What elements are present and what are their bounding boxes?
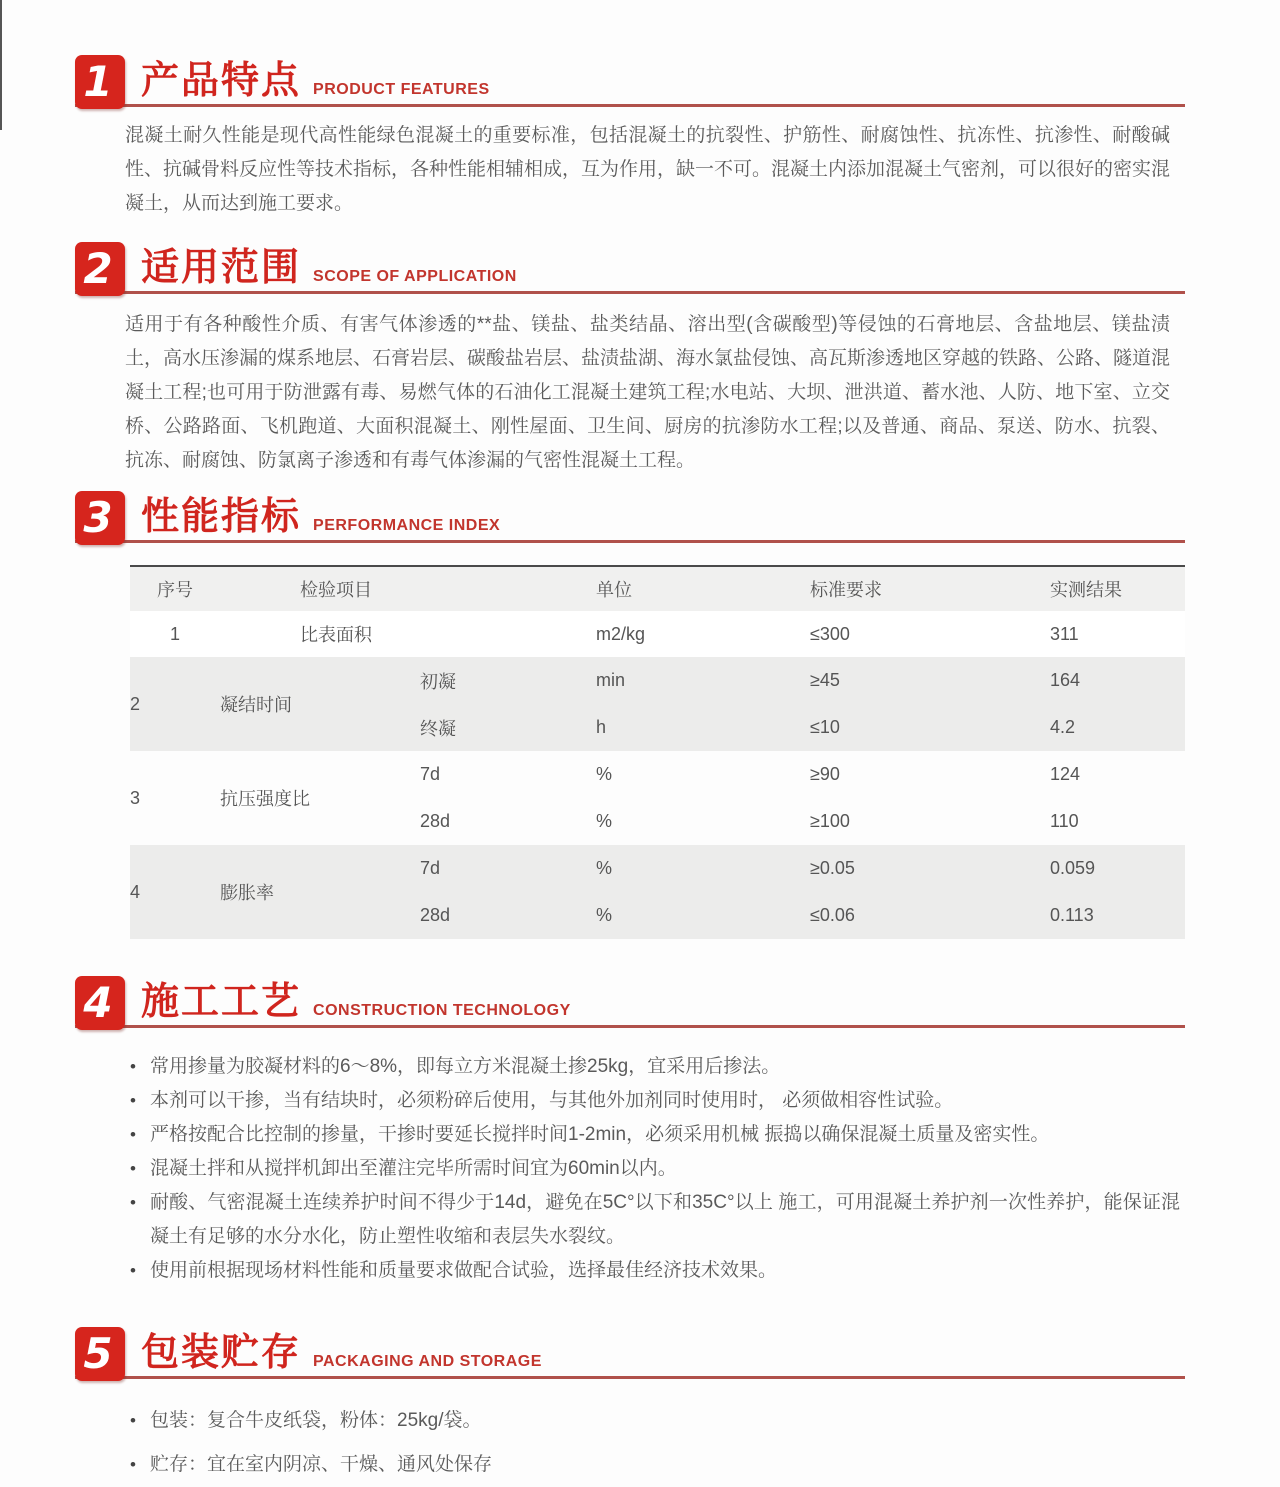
cell-sub: 终凝 bbox=[420, 718, 456, 739]
col-header-item: 检验项目 bbox=[300, 580, 372, 600]
bullet-icon: • bbox=[130, 1159, 136, 1178]
bullet-icon: • bbox=[130, 1261, 136, 1280]
section-4-title: 施工工艺 bbox=[141, 981, 302, 1023]
col-header-standard: 标准要求 bbox=[810, 580, 882, 600]
list-item-text: 贮存：宜在室内阴凉、干燥、通风处保存 bbox=[150, 1454, 493, 1475]
cell-result: 311 bbox=[1050, 623, 1079, 644]
bullet-icon: • bbox=[130, 1057, 136, 1076]
table-row bbox=[130, 657, 1185, 751]
packaging-storage-list bbox=[128, 1399, 1180, 1487]
cell-item: 抗压强度比 bbox=[220, 789, 310, 809]
list-item bbox=[128, 1050, 1180, 1084]
section-2-title: 适用范围 bbox=[141, 247, 302, 289]
table-row bbox=[130, 611, 1185, 657]
list-item-text: 本剂可以干掺，当有结块时，必须粉碎后使用，与其他外加剂同时使用时， 必须做相容性试验。 bbox=[150, 1090, 954, 1111]
section-2-subtitle: SCOPE OF APPLICATION bbox=[313, 268, 517, 285]
scan-artifact-left-edge bbox=[0, 0, 2, 130]
cell-result: 4.2 bbox=[1050, 717, 1076, 737]
list-item-text: 包装：复合牛皮纸袋，粉体：25kg/袋。 bbox=[150, 1410, 482, 1431]
cell-item: 膨胀率 bbox=[220, 883, 274, 903]
list-item bbox=[128, 1186, 1180, 1254]
cell-standard: ≤0.06 bbox=[810, 905, 855, 925]
cell-result: 0.059 bbox=[1050, 858, 1096, 878]
cell-no: 1 bbox=[169, 623, 180, 644]
section-5-number-badge bbox=[75, 1327, 125, 1381]
section-5-subtitle: PACKAGING AND STORAGE bbox=[313, 1353, 542, 1370]
section-number: 5 bbox=[83, 1329, 113, 1378]
col-header-result: 实测结果 bbox=[1050, 580, 1122, 600]
list-item-text: 严格按配合比控制的掺量，干掺时要延长搅拌时间1-2min，必须采用机械 振捣以确保混凝土质量及密实性。 bbox=[150, 1124, 1050, 1145]
cell-sub: 28d bbox=[420, 905, 451, 925]
bullet-icon: • bbox=[130, 1455, 136, 1474]
table-header-row bbox=[130, 567, 1185, 611]
scope-of-application-paragraph: 适用于有各种酸性介质、有害气体渗透的**盐、镁盐、盐类结晶、溶出型(含碳酸型)等侵蚀的石膏地层、含盐地层、镁盐渍土，高水压渗漏的煤系地层、石膏岩层、碳酸盐岩层、盐渍盐湖、海水氯盐侵蚀、高瓦斯渗透地区穿越的铁路、公路、隧道混凝土工程;也可用于防泄露有毒、易燃气体的石油化工混凝土建筑工程;水电站、大坝、泄洪道、蓄水池、人防、地下室、立交桥、公路路面、飞机跑道、大面积混凝土、刚性屋面、卫生间、厨房的抗渗防水工程;以及普通、商品、泵送、防水、抗裂、抗冻、耐腐蚀、防氯离子渗透和有毒气体渗漏的气密性混凝土工程。 bbox=[125, 314, 1171, 471]
cell-item: 凝结时间 bbox=[220, 695, 292, 715]
list-item bbox=[128, 1254, 1180, 1288]
section-number: 1 bbox=[83, 57, 113, 106]
cell-result: 110 bbox=[1050, 811, 1079, 831]
section-2-header bbox=[75, 239, 1185, 294]
section-1-title: 产品特点 bbox=[141, 60, 302, 102]
cell-standard: ≤300 bbox=[810, 623, 850, 644]
section-5-title: 包装贮存 bbox=[141, 1332, 302, 1374]
section-1-subtitle: PRODUCT FEATURES bbox=[313, 81, 490, 98]
cell-sub: 初凝 bbox=[420, 671, 456, 692]
cell-unit: % bbox=[596, 905, 613, 925]
section-3-number-badge bbox=[75, 491, 125, 545]
list-item bbox=[128, 1152, 1180, 1186]
cell-standard: ≥100 bbox=[810, 811, 850, 831]
construction-technology-list bbox=[128, 1050, 1180, 1288]
table-row bbox=[130, 845, 1185, 939]
section-4-subtitle: CONSTRUCTION TECHNOLOGY bbox=[313, 1002, 571, 1019]
bullet-icon: • bbox=[130, 1125, 136, 1144]
bullet-icon: • bbox=[130, 1091, 136, 1110]
cell-standard: ≥45 bbox=[810, 670, 840, 690]
table-row bbox=[130, 751, 1185, 845]
cell-unit: % bbox=[596, 811, 613, 831]
cell-sub: 7d bbox=[420, 764, 441, 784]
list-item-text: 常用掺量为胶凝材料的6～8%，即每立方米混凝土掺25kg，宜采用后掺法。 bbox=[150, 1056, 781, 1077]
section-5-header bbox=[75, 1324, 1185, 1379]
cell-standard: ≥0.05 bbox=[810, 858, 855, 878]
section-number: 4 bbox=[83, 978, 113, 1027]
bullet-icon: • bbox=[130, 1193, 136, 1212]
list-item-text: 耐酸、气密混凝土连续养护时间不得少于14d，避免在5C°以下和35C°以上 施工，可用混凝土养护剂一次性养护，能保证混凝土有足够的水分水化，防止塑性收缩和表层失水裂纹。 bbox=[150, 1192, 1180, 1247]
cell-standard: ≤10 bbox=[810, 717, 840, 737]
cell-unit: m2/kg bbox=[596, 623, 646, 644]
section-3-title: 性能指标 bbox=[141, 496, 302, 538]
list-item bbox=[128, 1443, 1180, 1487]
section-number: 2 bbox=[83, 244, 113, 293]
section-1-number-badge bbox=[75, 55, 125, 109]
section-number: 3 bbox=[83, 493, 113, 542]
product-features-paragraph: 混凝土耐久性能是现代高性能绿色混凝土的重要标准，包括混凝土的抗裂性、护筋性、耐腐蚀性、抗冻性、抗渗性、耐酸碱性、抗碱骨料反应性等技术指标，各种性能相辅相成，互为作用，缺一不可。混凝土内添加混凝土气密剂，可以很好的密实混凝土，从而达到施工要求。 bbox=[125, 125, 1171, 214]
list-item bbox=[128, 1084, 1180, 1118]
list-item bbox=[128, 1118, 1180, 1152]
section-2-number-badge bbox=[75, 242, 125, 296]
section-1-header bbox=[75, 52, 1185, 107]
section-3-subtitle: PERFORMANCE INDEX bbox=[313, 517, 501, 534]
cell-unit: % bbox=[596, 764, 613, 784]
cell-no: 2 bbox=[130, 693, 141, 714]
col-header-no: 序号 bbox=[157, 580, 193, 600]
section-3-header bbox=[75, 488, 1185, 543]
cell-item: 比表面积 bbox=[300, 625, 372, 645]
cell-result: 164 bbox=[1050, 670, 1081, 690]
cell-result: 0.113 bbox=[1050, 905, 1094, 925]
list-item-text: 混凝土拌和从搅拌机卸出至灌注完毕所需时间宜为60min以内。 bbox=[150, 1158, 677, 1179]
cell-unit: h bbox=[596, 717, 607, 737]
list-item-text: 使用前根据现场材料性能和质量要求做配合试验，选择最佳经济技术效果。 bbox=[150, 1260, 778, 1281]
section-4-header bbox=[75, 973, 1185, 1028]
cell-no: 4 bbox=[130, 881, 141, 902]
cell-no: 3 bbox=[130, 787, 141, 808]
cell-standard: ≥90 bbox=[810, 764, 840, 784]
col-header-unit: 单位 bbox=[596, 580, 632, 600]
cell-result: 124 bbox=[1050, 764, 1081, 784]
cell-sub: 28d bbox=[420, 811, 451, 831]
performance-index-table bbox=[130, 565, 1185, 939]
cell-sub: 7d bbox=[420, 858, 441, 878]
bullet-icon: • bbox=[130, 1411, 136, 1430]
section-4-number-badge bbox=[75, 976, 125, 1030]
cell-unit: min bbox=[596, 670, 626, 690]
list-item bbox=[128, 1399, 1180, 1443]
cell-unit: % bbox=[596, 858, 613, 878]
